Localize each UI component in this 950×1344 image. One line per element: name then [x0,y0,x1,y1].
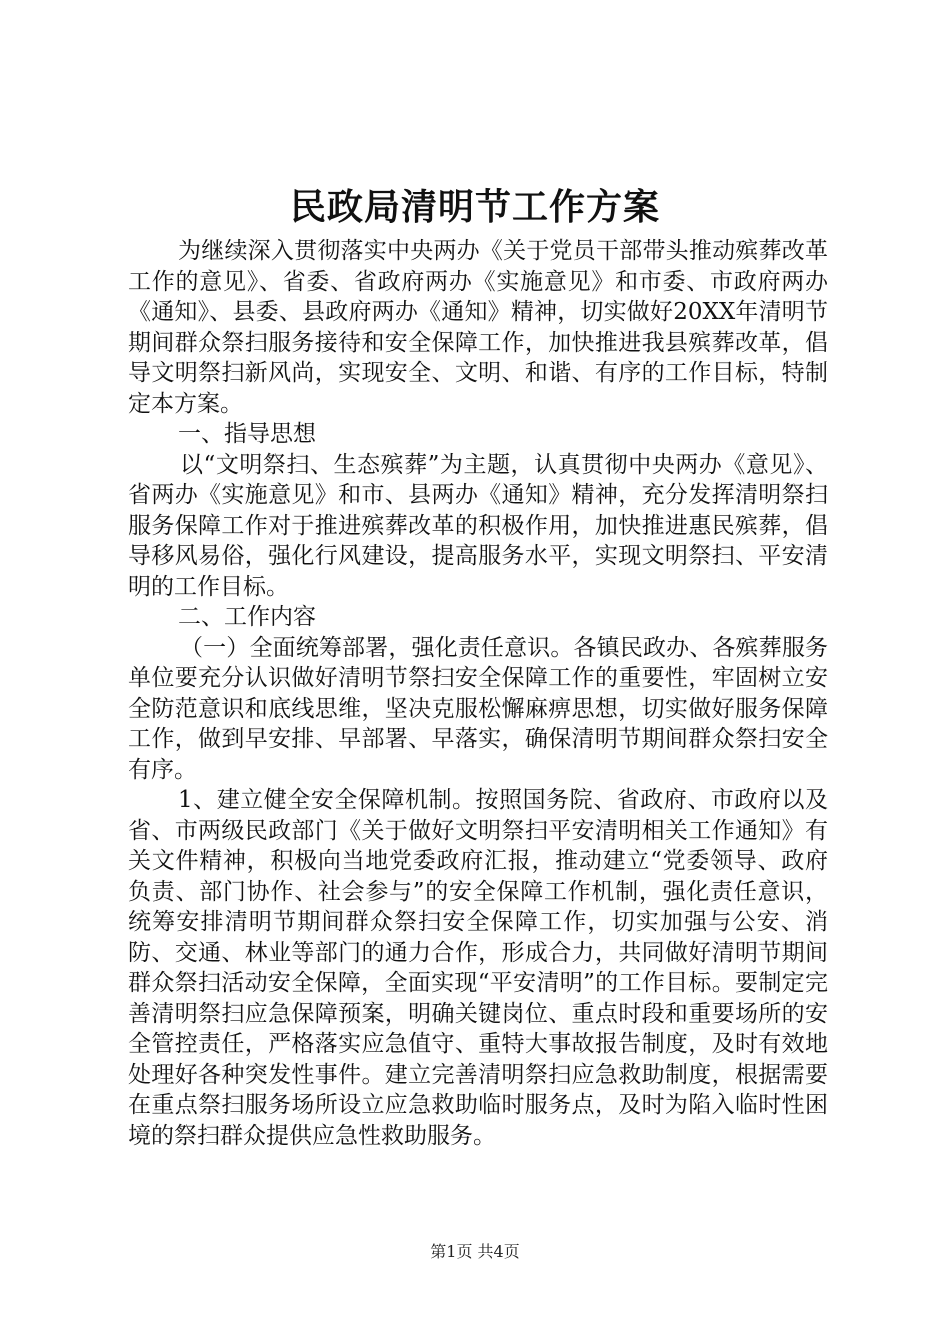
document-body [128,236,828,1151]
work-content-item-1: 1、建立健全安全保障机制。按照国务院、省政府、市政府以及省、市两级民政部门《关于做好文明祭扫平安清明相关工作通知》有关文件精神，积极向当地党委政府汇报，推动建立“党委领导、政府负责、部门协作、社会参与”的安全保障工作机制，强化责任意识，统筹安排清明节期间群众祭扫安全保障工作，切实加强与公安、消防、交通、林业等部门的通力合作，形成合力，共同做好清明节期间群众祭扫活动安全保障，全面实现“平安清明”的工作目标。要制定完善清明祭扫应急保障预案，明确关键岗位、重点时段和重要场所的安全管控责任，严格落实应急值守、重特大事故报告制度，及时有效地处理好各种突发性事件。建立完善清明祭扫应急救助制度，根据需要在重点祭扫服务场所设立应急救助临时服务点，及时为陷入临时性困境的祭扫群众提供应急性救助服务。 [128,787,828,1149]
section-heading-guiding-thought: 一、指导思想 [178,421,316,447]
work-content-subsection-1: （一）全面统筹部署，强化责任意识。各镇民政办、各殡葬服务单位要充分认识做好清明节祭扫安全保障工作的重要性，牢固树立安全防范意识和底线思维，坚决克服松懈麻痹思想，切实做好服务保障工作，做到早安排、早部署、早落实，确保清明节期间群众祭扫安全有序。 [128,634,828,783]
intro-paragraph: 为继续深入贯彻落实中央两办《关于党员干部带头推动殡葬改革工作的意见》、省委、省政府两办《实施意见》和市委、市政府两办《通知》、县委、县政府两办《通知》精神，切实做好20XX年清明节期间群众祭扫服务接待和安全保障工作，加快推进我县殡葬改革，倡导文明祭扫新风尚，实现安全、文明、和谐、有序的工作目标，特制定本方案。 [128,238,828,417]
page-footer: 第1页 共4页 [430,1242,520,1261]
guiding-thought-paragraph: 以“文明祭扫、生态殡葬”为主题，认真贯彻中央两办《意见》、省两办《实施意见》和市、县两办《通知》精神，充分发挥清明祭扫服务保障工作对于推进殡葬改革的积极作用，加快推进惠民殡葬，倡导移风易俗，强化行风建设，提高服务水平，实现文明祭扫、平安清明的工作目标。 [128,451,828,600]
document-title: 民政局清明节工作方案 [289,186,660,228]
section-heading-work-content: 二、工作内容 [178,604,316,630]
